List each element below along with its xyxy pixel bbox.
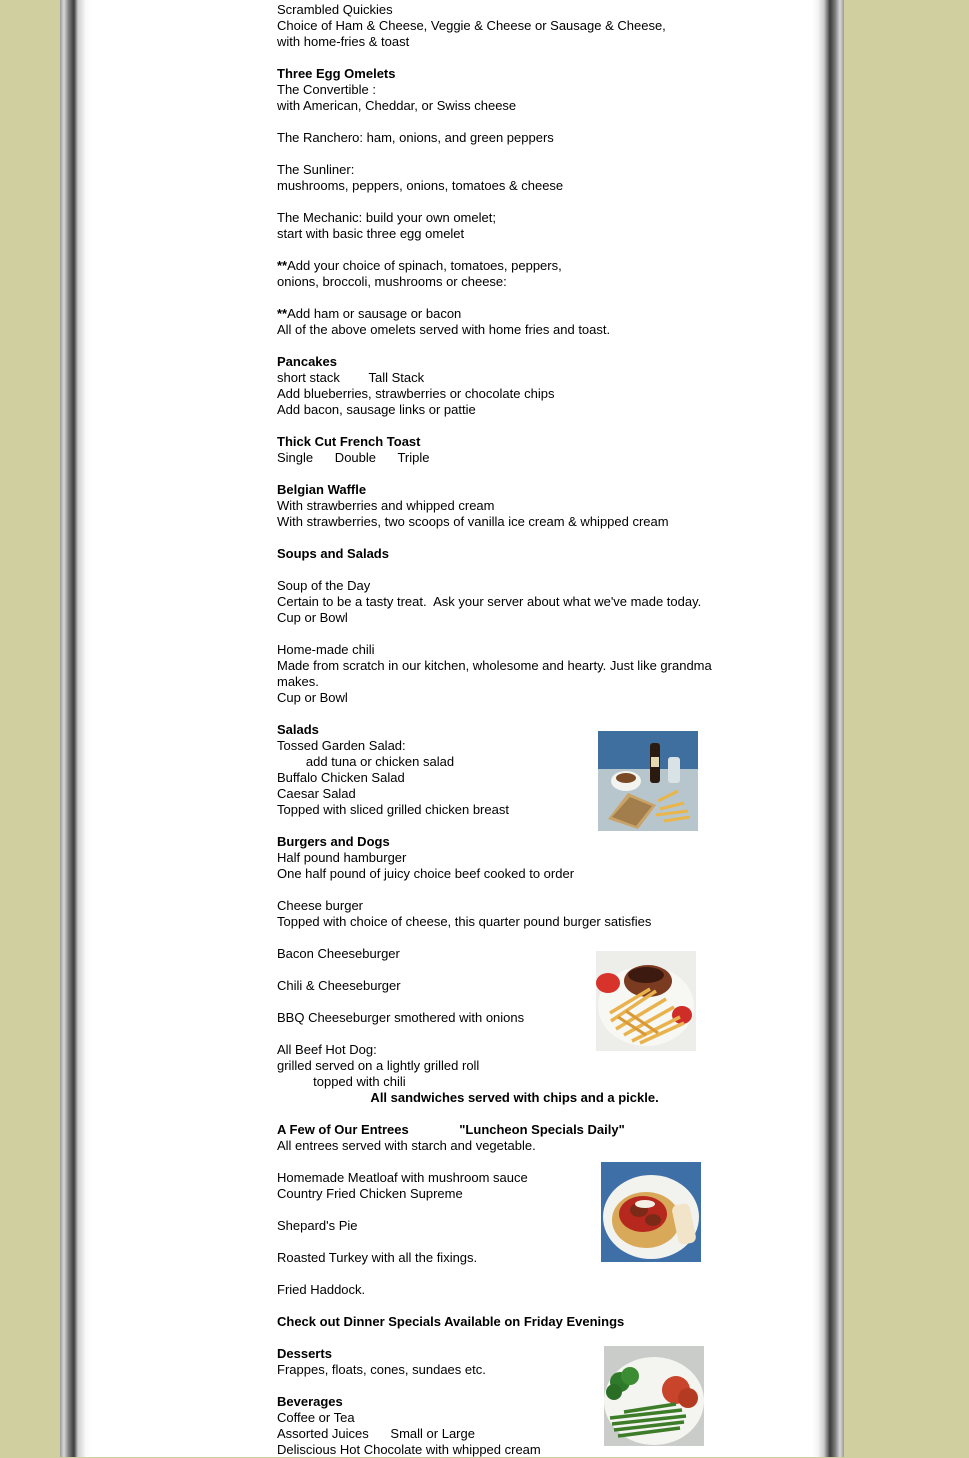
- menu-line-text: Burgers and Dogs: [277, 834, 390, 849]
- menu-line-text: The Sunliner:: [277, 162, 355, 177]
- menu-heading: [277, 434, 737, 450]
- menu-line-text: One half pound of juicy choice beef cooked to order: [277, 866, 575, 881]
- menu-line: [277, 130, 737, 146]
- menu-line-text: Beverages: [277, 1394, 343, 1409]
- menu-line-text: Add your choice of spinach, tomatoes, peppers,: [287, 258, 562, 273]
- menu-line: [277, 1058, 737, 1074]
- menu-line: [277, 850, 737, 866]
- menu-line-text: With strawberries and whipped cream: [277, 498, 495, 513]
- menu-line-text: All entrees served with starch and vegetable.: [277, 1138, 536, 1153]
- blank-line: [277, 466, 737, 482]
- menu-line-text: Chili & Cheeseburger: [277, 978, 401, 993]
- menu-line: [277, 82, 737, 98]
- menu-line-text: Soups and Salads: [277, 546, 389, 561]
- menu-line-text: Deliscious Hot Chocolate with whipped cream: [277, 1442, 541, 1457]
- menu-line-text: Desserts: [277, 1346, 332, 1361]
- menu-line-text: onions, broccoli, mushrooms or cheese:: [277, 274, 507, 289]
- menu-line-text: The Ranchero: ham, onions, and green peppers: [277, 130, 554, 145]
- menu-line-text: All Beef Hot Dog:: [277, 1042, 377, 1057]
- menu-line-text: Scrambled Quickies: [277, 2, 393, 17]
- menu-heading: [277, 1122, 737, 1138]
- menu-heading: [277, 546, 737, 562]
- menu-line-text: Roasted Turkey with all the fixings.: [277, 1250, 478, 1265]
- menu-line: [277, 914, 737, 930]
- menu-line-text: Coffee or Tea: [277, 1410, 355, 1425]
- menu-line: [277, 514, 737, 530]
- menu-line-text: Salads: [277, 722, 319, 737]
- menu-line-text: All of the above omelets served with home fries and toast.: [277, 322, 611, 337]
- menu-line: [277, 210, 737, 226]
- menu-line: [277, 34, 737, 50]
- menu-line-text: Belgian Waffle: [277, 482, 367, 497]
- menu-line: [277, 658, 737, 674]
- menu-line: [277, 610, 737, 626]
- menu-line: [277, 322, 737, 338]
- menu-line-text: With strawberries, two scoops of vanilla ice cream & whipped cream: [277, 514, 669, 529]
- menu-line: [277, 386, 737, 402]
- menu-line-text: Country Fried Chicken Supreme: [277, 1186, 463, 1201]
- menu-line-text: Add ham or sausage or bacon: [287, 306, 462, 321]
- menu-line: [277, 1138, 737, 1154]
- blank-line: [277, 562, 737, 578]
- menu-line: [277, 274, 737, 290]
- menu-line-text: Bacon Cheeseburger: [277, 946, 400, 961]
- menu-line-text: Single Double Triple: [277, 450, 430, 465]
- blank-line: [277, 338, 737, 354]
- menu-line: [277, 402, 737, 418]
- blank-line: [277, 50, 737, 66]
- menu-line: [277, 306, 737, 322]
- menu-line: [277, 1074, 737, 1090]
- menu-heading: [277, 482, 737, 498]
- menu-line-text: Cheese burger: [277, 898, 363, 913]
- blank-line: [277, 114, 737, 130]
- menu-line: [277, 450, 737, 466]
- menu-heading: [277, 834, 737, 850]
- menu-line-text: Frappes, floats, cones, sundaes etc.: [277, 1362, 486, 1377]
- menu-line-text: Soup of the Day: [277, 578, 371, 593]
- blank-line: [277, 626, 737, 642]
- menu-line-text: topped with chili: [277, 1074, 406, 1089]
- menu-line: [277, 690, 737, 706]
- menu-heading: [277, 66, 737, 82]
- double-asterisk-marker: **: [277, 258, 288, 273]
- blank-line: [277, 418, 737, 434]
- menu-line-text: Three Egg Omelets: [277, 66, 396, 81]
- menu-line-text: All sandwiches served with chips and a pickle.: [277, 1090, 659, 1105]
- menu-line-text: Choice of Ham & Cheese, Veggie & Cheese or Sausage & Cheese,: [277, 18, 666, 33]
- menu-line: [277, 1282, 737, 1298]
- menu-line-text: A Few of Our Entrees "Luncheon Specials Daily": [277, 1122, 625, 1137]
- menu-line-text: start with basic three egg omelet: [277, 226, 465, 241]
- menu-line: [277, 578, 737, 594]
- menu-heading: [277, 1314, 737, 1330]
- blank-line: [277, 1106, 737, 1122]
- menu-line-text: Buffalo Chicken Salad: [277, 770, 405, 785]
- menu-line-text: Assorted Juices Small or Large: [277, 1426, 475, 1441]
- menu-line-text: Topped with choice of cheese, this quarter pound burger satisfies: [277, 914, 652, 929]
- menu-line: [277, 226, 737, 242]
- blank-line: [277, 242, 737, 258]
- menu-line: [277, 498, 737, 514]
- menu-line-text: Thick Cut French Toast: [277, 434, 421, 449]
- menu-line-text: Cup or Bowl: [277, 610, 348, 625]
- blank-line: [277, 194, 737, 210]
- blank-line: [277, 290, 737, 306]
- vegetables-photo: [604, 1346, 704, 1446]
- blank-line: [277, 1266, 737, 1282]
- menu-heading: [277, 354, 737, 370]
- menu-line-text: makes.: [277, 674, 319, 689]
- blank-line: [277, 706, 737, 722]
- menu-line-text: grilled served on a lightly grilled roll: [277, 1058, 480, 1073]
- burger-photo: [596, 951, 696, 1051]
- menu-line: [277, 370, 737, 386]
- menu-line: [277, 18, 737, 34]
- menu-line-text: Fried Haddock.: [277, 1282, 366, 1297]
- blank-line: [277, 530, 737, 546]
- menu-line-text: The Mechanic: build your own omelet;: [277, 210, 496, 225]
- menu-line-text: Add blueberries, strawberries or chocolate chips: [277, 386, 555, 401]
- menu-line: [277, 674, 737, 690]
- menu-line-text: Certain to be a tasty treat. Ask your server about what we've made today.: [277, 594, 702, 609]
- menu-line-text: Home-made chili: [277, 642, 375, 657]
- menu-line: [277, 594, 737, 610]
- menu-line-text: Shepard's Pie: [277, 1218, 358, 1233]
- menu-line-text: Topped with sliced grilled chicken breast: [277, 802, 509, 817]
- menu-line-text: Add bacon, sausage links or pattie: [277, 402, 476, 417]
- menu-line-text: The Convertible :: [277, 82, 376, 97]
- menu-heading: [277, 1090, 737, 1106]
- double-asterisk-marker: **: [277, 306, 288, 321]
- menu-line-text: add tuna or chicken salad: [277, 754, 455, 769]
- menu-line-text: mushrooms, peppers, onions, tomatoes & cheese: [277, 178, 564, 193]
- menu-line-text: with home-fries & toast: [277, 34, 410, 49]
- menu-line-text: Half pound hamburger: [277, 850, 407, 865]
- spaghetti-photo: [601, 1162, 701, 1262]
- menu-line-text: Tossed Garden Salad:: [277, 738, 406, 753]
- menu-line-text: BBQ Cheeseburger smothered with onions: [277, 1010, 525, 1025]
- blank-line: [277, 882, 737, 898]
- menu-line: [277, 162, 737, 178]
- menu-line: [277, 178, 737, 194]
- menu-line-text: Caesar Salad: [277, 786, 356, 801]
- menu-line-text: Pancakes: [277, 354, 337, 369]
- menu-line-text: short stack Tall Stack: [277, 370, 425, 385]
- blank-line: [277, 930, 737, 946]
- blank-line: [277, 1330, 737, 1346]
- sandwich-photo: [598, 731, 698, 831]
- menu-line: [277, 2, 737, 18]
- menu-line-text: Check out Dinner Specials Available on Friday Evenings: [277, 1314, 625, 1329]
- menu-line-text: Made from scratch in our kitchen, wholesome and hearty. Just like grandma: [277, 658, 712, 673]
- menu-line: [277, 98, 737, 114]
- menu-line: [277, 898, 737, 914]
- menu-line-text: Cup or Bowl: [277, 690, 348, 705]
- blank-line: [277, 1298, 737, 1314]
- menu-line: [277, 258, 737, 274]
- menu-line-text: with American, Cheddar, or Swiss cheese: [277, 98, 517, 113]
- menu-line-text: Homemade Meatloaf with mushroom sauce: [277, 1170, 528, 1185]
- blank-line: [277, 146, 737, 162]
- menu-line: [277, 866, 737, 882]
- menu-line: [277, 642, 737, 658]
